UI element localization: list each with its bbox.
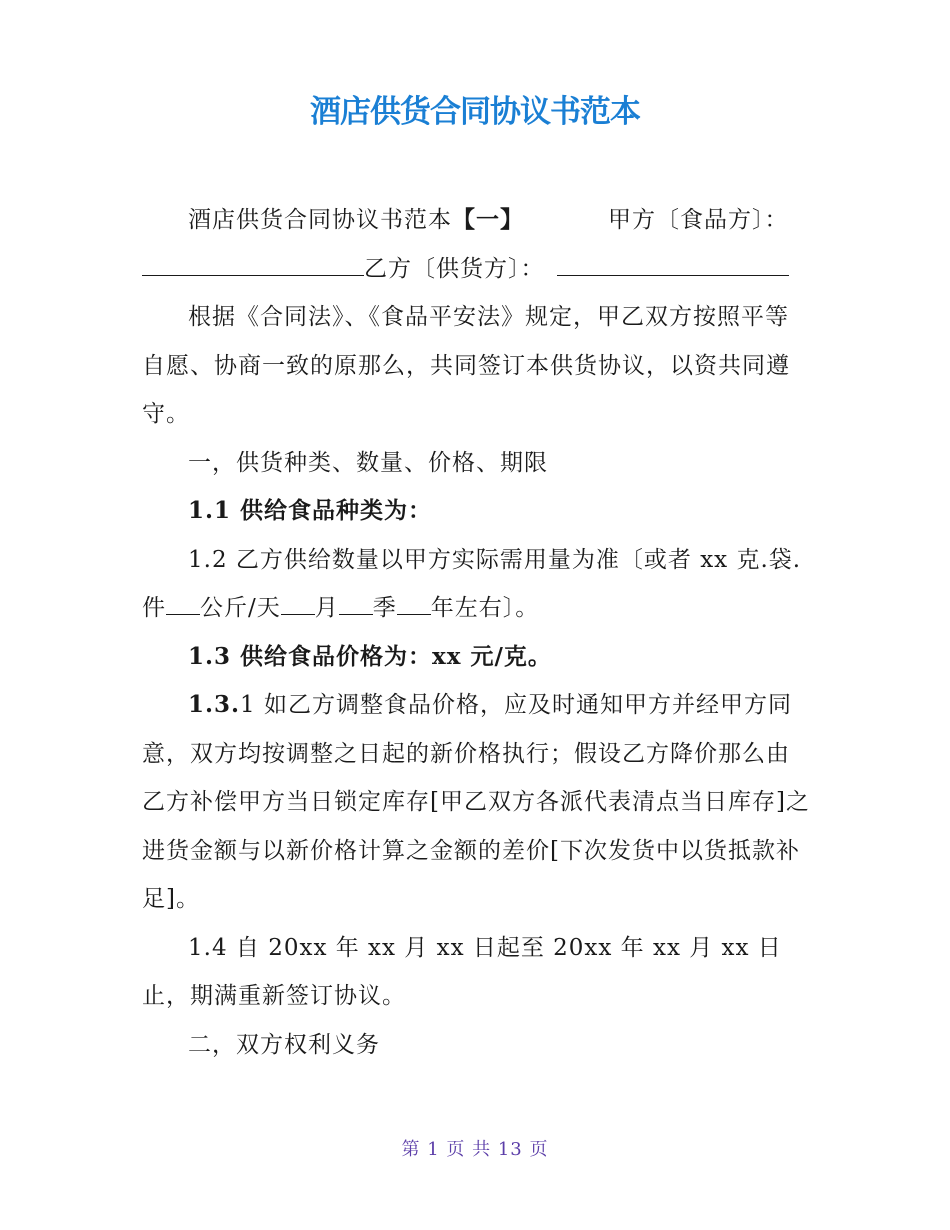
unit-season: 季 [372,595,397,621]
clause-1-1: 1.1 供给食品种类为： [188,497,433,524]
party-a-label: 甲方〔食品方〕： [608,207,789,233]
clause-1-3-1-text: 1 如乙方调整食品价格，应及时通知甲方并经甲方同意，双方均按调整之日起的新价格执行；假设乙方降价那么由乙方补偿甲方当日锁定库存[甲乙双方各派代表清点当日库存]之进货金额与以新价格计算之金额的差价[下次发货中以货抵款补足]。 [142,692,810,912]
unit-year: 年左右〕。 [430,595,540,621]
clause-1-4: 1.4 自 20xx 年 xx 月 xx 日起至 20xx 年 xx 月 xx 日止，期满重新签订协议。 [142,934,782,1009]
unit-kg-per-day: 公斤/天 [200,595,281,621]
clause-1-3-1 [142,681,812,924]
section-1-heading: 一，供货种类、数量、价格、期限 [188,449,548,476]
unit-month: 月 [314,595,339,621]
clause-1-2-text: 1.2 乙方供给数量以甲方实际需用量为准〔或者 xx 克.袋.件 [142,546,802,621]
document-title: 酒店供货合同协议书范本 [310,94,640,130]
paragraph-party-b [142,245,812,294]
paragraph-intro [142,196,812,245]
contract-heading-bracket: 【一】 [452,206,524,233]
party-b-label: 乙方〔供货方〕： [364,255,545,282]
clause-1-3-1-lead: 1.3. [188,691,241,718]
blank-1 [166,588,200,615]
document-body [142,196,812,1069]
contract-heading: 酒店供货合同协议书范本 [188,207,452,233]
page-footer: 第 1 页 共 13 页 [401,1139,549,1160]
clause-1-3: 1.3 供给食品价格为：xx 元/克。 [188,642,552,670]
section-2-heading: 二，双方权利义务 [188,1031,380,1058]
paragraph-basis: 根据《合同法》、《食品平安法》规定，甲乙双方按照平等自愿、协商一致的原那么，共同签订本供货协议，以资共同遵守。 [142,304,790,427]
clause-1-2 [142,536,812,633]
party-a-blank [142,249,364,276]
party-b-blank [557,249,789,276]
blank-2 [281,588,315,615]
blank-4 [397,588,431,615]
blank-3 [339,588,373,615]
